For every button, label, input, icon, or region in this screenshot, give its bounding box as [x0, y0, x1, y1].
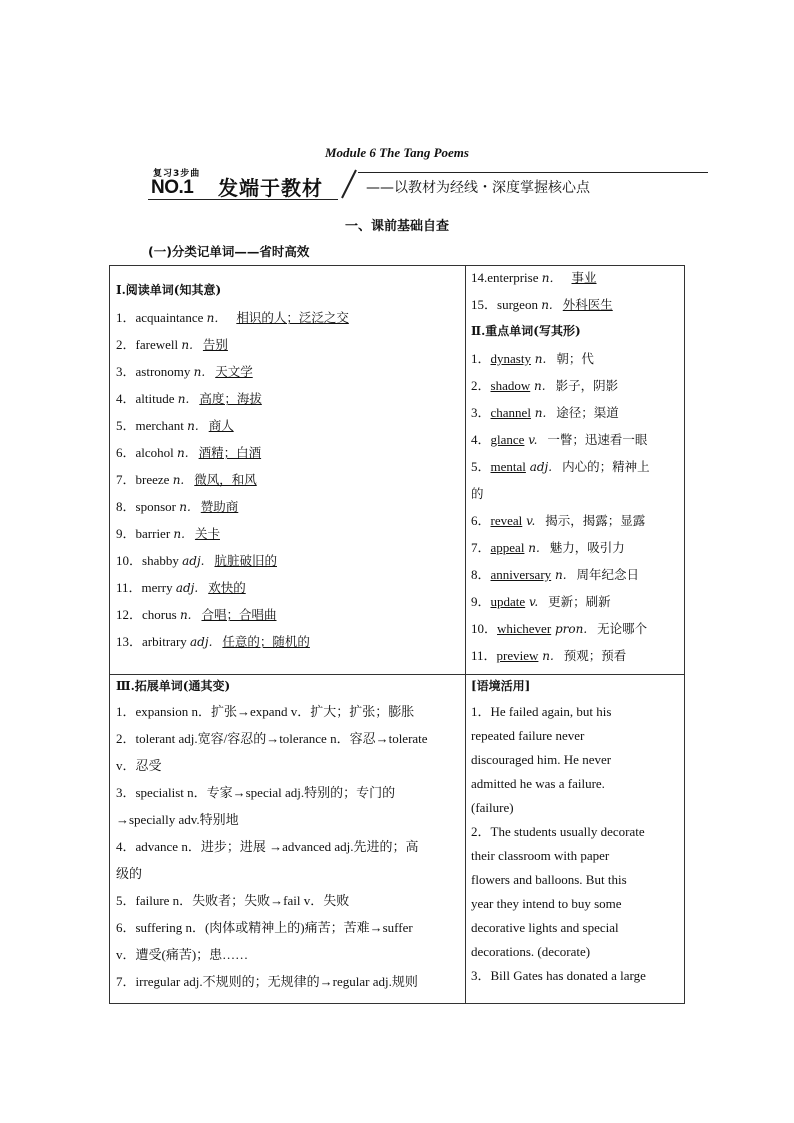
- vocab-meaning: 途径；渠道: [556, 405, 619, 420]
- vocab-row: [116, 304, 461, 331]
- extend-line: v．忍受: [116, 758, 162, 773]
- banner-subtitle: ——以教材为经线・深度掌握核心点: [366, 180, 590, 196]
- context-line: admitted he was a failure.: [471, 776, 605, 791]
- banner-main-title: 发端于教材: [218, 176, 323, 200]
- vocab-row: [116, 601, 461, 628]
- vocab-row: [116, 574, 461, 601]
- slash-divider-icon: [340, 169, 358, 199]
- vocab-word: sponsor: [135, 499, 180, 514]
- vocab-row: [116, 412, 461, 439]
- vocab-word: dynasty: [490, 351, 531, 366]
- vocab-number: 8．: [471, 567, 491, 582]
- vocab-row: [471, 426, 683, 453]
- vocab-number: 6．: [471, 513, 491, 528]
- vocab-pos: n．: [541, 271, 562, 285]
- vocab-word: surgeon: [497, 297, 542, 312]
- module-title: Module 6 The Tang Poems: [325, 145, 469, 160]
- vocab-number: 10．: [471, 621, 498, 636]
- vocab-word: merchant: [135, 418, 188, 433]
- vocab-pos: n.: [530, 379, 546, 393]
- reading-words-cell: [116, 277, 461, 655]
- vocab-word: arbitrary: [142, 634, 191, 649]
- vocab-number: 7．: [471, 540, 491, 555]
- vocab-number: 11．: [116, 580, 142, 595]
- vocab-number: 7．: [116, 472, 136, 487]
- extend-line: →specially adv.特别地: [116, 812, 239, 827]
- context-line: 3．Bill Gates has donated a large: [471, 968, 646, 983]
- vocab-meaning: 揭示，揭露；显露: [545, 513, 646, 528]
- vocab-word: channel: [490, 405, 531, 420]
- extend-line: 4．advance n．进步；进展 →advanced adj.先进的；高: [116, 839, 419, 854]
- vocab-pos: n.: [551, 568, 567, 582]
- context-line: their classroom with paper: [471, 848, 610, 863]
- reading-words-continued: [471, 264, 683, 318]
- vocab-number: 13．: [116, 634, 143, 649]
- vocab-meaning: 天文学: [215, 364, 253, 379]
- vocab-meaning: 商人: [208, 418, 234, 433]
- context-usage-cell: [471, 673, 683, 988]
- reading-words-header: Ⅰ.阅读单词(知其意): [116, 283, 222, 297]
- vocab-word: farewell: [135, 337, 182, 352]
- reading-words-list: [116, 304, 461, 655]
- vocab-number: 9．: [116, 526, 136, 541]
- vocab-number: 12．: [116, 607, 143, 622]
- vocab-row: [116, 358, 461, 385]
- vocab-row: [471, 534, 683, 561]
- extend-line: 6．suffering n．(肉体或精神上的)痛苦；苦难→suffer: [116, 920, 413, 935]
- vocab-number: 8．: [116, 499, 136, 514]
- key-words-list: [471, 345, 683, 669]
- section-title: 一、课前基础自查: [344, 219, 449, 234]
- vocab-word: chorus: [142, 607, 180, 622]
- vocab-word: acquaintance: [135, 310, 207, 325]
- subsection-title: (一)分类记单词——省时高效: [148, 244, 310, 259]
- vocab-pos: adj.: [525, 460, 553, 474]
- vocab-number: 4．: [471, 432, 491, 447]
- vocab-number: 5．: [116, 418, 136, 433]
- context-line: decorations. (decorate): [471, 944, 591, 959]
- vocab-row: [116, 466, 461, 493]
- context-line: flowers and balloons. But this: [471, 872, 627, 887]
- vocab-word: shadow: [490, 378, 531, 393]
- chapter-banner: [148, 165, 708, 205]
- vocab-pos: n.: [179, 500, 191, 514]
- vocab-number: 3．: [471, 405, 491, 420]
- vocab-number: 1．: [471, 351, 491, 366]
- vocab-row: [471, 642, 683, 669]
- vocab-pos: n.: [179, 608, 192, 622]
- vocab-word: enterprise: [487, 270, 542, 285]
- vocab-meaning: 外科医生: [562, 297, 613, 312]
- vocab-meaning: 赞助商: [200, 499, 239, 514]
- vocab-meaning: 一瞥；迅速看一眼: [547, 432, 648, 447]
- vocab-pos: n.: [177, 446, 189, 460]
- key-words-cell: [471, 264, 683, 669]
- vocab-row: [471, 561, 683, 588]
- extend-line: 2．tolerant adj.宽容/容忍的→tolerance n．容忍→tolerate: [116, 731, 428, 746]
- vocab-pos: n.: [193, 365, 206, 379]
- vocab-row: [471, 588, 683, 615]
- vocab-meaning: 告别: [202, 337, 228, 352]
- vocab-meaning: 周年纪念日: [576, 567, 640, 582]
- vocab-number: 4．: [116, 391, 136, 406]
- vocab-row: [471, 345, 683, 372]
- vocab-word: anniversary: [490, 567, 552, 582]
- vocab-number: 1．: [116, 310, 136, 325]
- vocab-pos: n.: [173, 527, 185, 541]
- vocab-row: [471, 399, 683, 426]
- vocabulary-table: [109, 265, 685, 1004]
- vocab-number: 3．: [116, 364, 136, 379]
- vocab-word: update: [490, 594, 526, 609]
- vocab-number: 11．: [471, 648, 497, 663]
- vocab-pos: v.: [525, 595, 539, 609]
- vocab-meaning: 相识的人；泛泛之交: [236, 310, 349, 325]
- vocab-meaning: 无论哪个: [597, 621, 648, 636]
- vocab-number: 14.: [471, 270, 488, 285]
- vocab-word: barrier: [135, 526, 174, 541]
- vocab-word: astronomy: [135, 364, 194, 379]
- vocab-meaning: 的: [471, 486, 484, 501]
- vocab-word: reveal: [490, 513, 523, 528]
- vocab-row: [116, 439, 461, 466]
- vocab-word: altitude: [135, 391, 178, 406]
- vocab-meaning: 合唱；合唱曲: [201, 607, 277, 622]
- vocab-number: 6．: [116, 445, 136, 460]
- vocab-meaning: 欢快的: [208, 580, 246, 595]
- extend-words-list: [116, 700, 461, 997]
- banner-small-label: 复习3步曲: [153, 169, 201, 179]
- vocab-pos: pron.: [551, 622, 588, 636]
- vocab-word: alcohol: [135, 445, 178, 460]
- extend-words-cell: [116, 673, 461, 997]
- vocab-meaning: 关卡: [194, 526, 220, 541]
- vocab-row: [471, 615, 683, 642]
- vocab-number: 10．: [116, 553, 143, 568]
- vocab-number: 2．: [116, 337, 136, 352]
- table-vertical-divider: [465, 266, 466, 1003]
- extend-words-header: Ⅲ.拓展单词(通其变): [116, 679, 231, 693]
- vocab-pos: n.: [530, 352, 547, 366]
- vocab-meaning: 更新；刷新: [548, 594, 611, 609]
- vocab-pos: n.: [177, 392, 190, 406]
- context-usage-list: [471, 700, 683, 988]
- vocab-row: [471, 264, 683, 291]
- vocab-meaning: 预观；预看: [563, 648, 627, 663]
- vocab-row: [471, 453, 683, 480]
- vocab-meaning: 朝；代: [556, 351, 594, 366]
- extend-line: 1．expansion n．扩张→expand v．扩大；扩张；膨胀: [116, 704, 415, 719]
- vocab-row: [471, 372, 683, 399]
- vocab-row: [471, 291, 683, 318]
- vocab-number: 15．: [471, 297, 498, 312]
- vocab-meaning: 任意的；随机的: [222, 634, 310, 649]
- context-usage-header: [语境活用]: [471, 679, 531, 693]
- vocab-pos: v.: [524, 433, 538, 447]
- vocab-word: mental: [490, 459, 526, 474]
- vocab-row: [471, 507, 683, 534]
- vocab-word: preview: [496, 648, 539, 663]
- vocab-meaning: 高度；海拔: [199, 391, 262, 406]
- context-line: discouraged him. He never: [471, 752, 612, 767]
- vocab-pos: adj.: [182, 554, 205, 568]
- vocab-pos: n．: [206, 311, 227, 325]
- vocab-pos: v.: [522, 514, 536, 528]
- key-words-header: Ⅱ.重点单词(写其形): [471, 324, 581, 338]
- vocab-word: merry: [141, 580, 176, 595]
- context-line: decorative lights and special: [471, 920, 619, 935]
- vocab-meaning: 肮脏破旧的: [214, 553, 277, 568]
- vocab-meaning: 微风，和风: [194, 472, 257, 487]
- vocab-row: [116, 331, 461, 358]
- vocab-meaning: 影子，阴影: [555, 378, 619, 393]
- context-line: year they intend to buy some: [471, 896, 622, 911]
- vocab-row: [116, 385, 461, 412]
- vocab-meaning: 事业: [571, 270, 597, 285]
- vocab-pos: adj.: [190, 635, 213, 649]
- vocab-word: glance: [490, 432, 525, 447]
- vocab-word: breeze: [135, 472, 173, 487]
- extend-line: 7．irregular adj.不规则的；无规律的→regular adj.规则: [116, 974, 418, 989]
- vocab-row: [471, 480, 683, 507]
- vocab-row: [116, 520, 461, 547]
- vocab-pos: n.: [187, 419, 199, 433]
- context-line: 1．He failed again, but his: [471, 704, 612, 719]
- vocab-word: whichever: [497, 621, 552, 636]
- extend-line: v．遭受(痛苦)；患……: [116, 947, 249, 962]
- banner-number: NO.1: [151, 177, 194, 198]
- extend-line: 5．failure n．失败者；失败→fail v．失败: [116, 893, 350, 908]
- vocab-number: 5．: [471, 459, 491, 474]
- vocab-meaning: 魅力，吸引力: [549, 540, 625, 555]
- vocab-pos: n.: [524, 541, 540, 555]
- extend-line: 3．specialist n．专家→special adj.特别的；专门的: [116, 785, 396, 800]
- vocab-meaning: 内心的；精神上: [562, 459, 650, 474]
- vocab-row: [116, 628, 461, 655]
- vocab-meaning: 酒精；白酒: [198, 445, 262, 460]
- context-line: repeated failure never: [471, 728, 585, 743]
- banner-underline: [148, 199, 338, 200]
- vocab-pos: n.: [172, 473, 185, 487]
- extend-line: 级的: [116, 866, 143, 881]
- context-line: 2．The students usually decorate: [471, 824, 645, 839]
- vocab-pos: adj.: [175, 581, 199, 595]
- vocab-pos: n.: [530, 406, 547, 420]
- context-line: (failure): [471, 800, 514, 815]
- vocab-word: shabby: [142, 553, 183, 568]
- banner-topline: [358, 172, 708, 173]
- vocab-pos: n.: [538, 649, 554, 663]
- vocab-number: 9．: [471, 594, 491, 609]
- vocab-row: [116, 493, 461, 520]
- vocab-row: [116, 547, 461, 574]
- vocab-pos: n.: [181, 338, 193, 352]
- vocab-number: 2．: [471, 378, 491, 393]
- vocab-pos: n.: [541, 298, 553, 312]
- vocab-word: appeal: [490, 540, 525, 555]
